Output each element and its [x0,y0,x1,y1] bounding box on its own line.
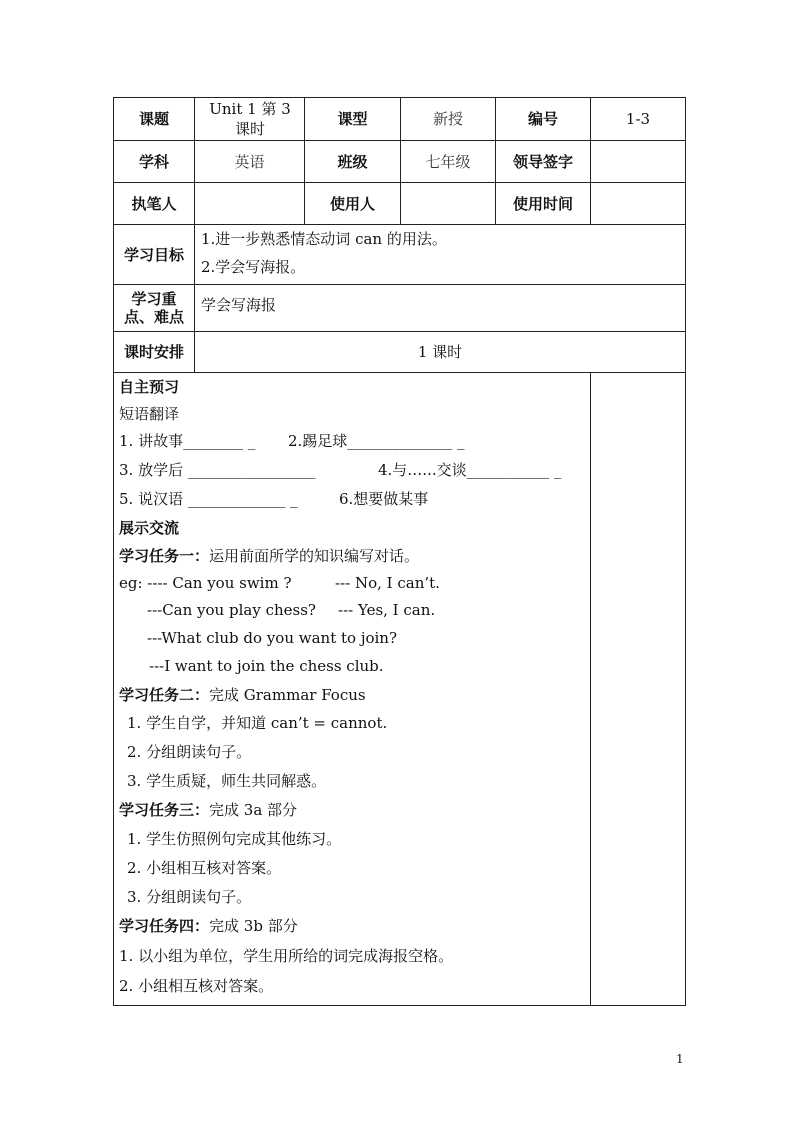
task2-line [119,685,366,705]
phrase-item: 3. 放学后 _________________ [119,461,316,479]
table-border-bottom [113,1005,686,1006]
task2-text: 完成 Grammar Focus [209,686,366,704]
type-value: 新授 [432,110,463,128]
task3-item: 3. 分组朗读句子。 [127,888,252,906]
key-points-label-line2: 点、难点 [123,308,184,326]
dialogue-line: ---Can you play chess? [147,601,316,619]
schedule-label: 课时安排 [123,343,184,361]
writer-label: 执笔人 [131,194,177,213]
phrase-item: 1. 讲故事________ _ [119,432,256,450]
dialogue-line: --- No, I can’t. [335,574,440,592]
type-label: 课型 [337,110,368,128]
task2-item: 3. 学生质疑，师生共同解惑。 [127,772,327,790]
task4-item: 1. 以小组为单位，学生用所给的词完成海报空格。 [119,947,454,965]
task1-line [119,546,419,566]
title-label: 课题 [138,110,169,128]
class-value: 七年级 [425,152,471,171]
subject-label: 学科 [138,152,169,171]
table-border-right [685,97,686,1006]
task3-text: 完成 3a 部分 [209,801,298,819]
leader-signature-field [591,141,685,182]
phrase-item: 2.踢足球______________ _ [288,432,465,450]
phrase-item: 4.与…...交谈___________ _ [378,461,562,479]
key-points-label-line1: 学习重 [131,290,177,308]
task4-item: 2. 小组相互核对答案。 [119,977,274,995]
task3-item: 1. 学生仿照例句完成其他练习。 [127,830,342,848]
row-divider [113,372,686,373]
leader-signature-label: 领导签字 [512,152,573,171]
number-label: 编号 [527,110,558,128]
task1-title: 学习任务一： [119,547,210,565]
dialogue-line: eg: ---- Can you swim ? [119,574,292,592]
task3-line [119,800,297,820]
use-time-label: 使用时间 [512,194,573,213]
preview-heading: 自主预习 [119,378,180,396]
objective-item: 2.学会写海报。 [201,258,306,276]
number-value: 1-3 [625,110,651,128]
notes-column-divider [590,372,591,1006]
objectives-label: 学习目标 [123,245,184,264]
dialogue-line: --- Yes, I can. [338,601,436,619]
show-heading: 展示交流 [119,519,180,537]
task4-title: 学习任务四： [119,917,210,935]
task4-text: 完成 3b 部分 [209,917,298,935]
key-points-label [114,285,194,331]
phrase-item: 6.想要做某事 [339,490,429,508]
user-field [401,183,495,224]
objective-item: 1.进一步熟悉情态动词 can 的用法。 [201,230,447,248]
title-value: Unit 1 第 3 课时 [209,100,291,138]
page-number: 1 [676,1052,684,1066]
phrase-item: 5. 说汉语 _____________ _ [119,490,298,508]
use-time-field [591,183,685,224]
task1-text: 运用前面所学的知识编写对话。 [209,547,420,565]
task4-line [119,916,298,936]
task2-item: 1. 学生自学，并知道 can’t = cannot. [127,714,388,732]
task3-title: 学习任务三： [119,801,210,819]
dialogue-line: ---What club do you want to join? [147,629,398,647]
schedule-value: 1 课时 [417,343,463,361]
task2-item: 2. 分组朗读句子。 [127,743,252,761]
subject-value: 英语 [234,152,265,171]
dialogue-line: ---I want to join the chess club. [149,657,384,675]
writer-field [195,183,304,224]
row-divider [113,284,686,285]
user-label: 使用人 [329,194,375,213]
task2-title: 学习任务二： [119,686,210,704]
task3-item: 2. 小组相互核对答案。 [127,859,282,877]
preview-subheading: 短语翻译 [119,405,180,423]
class-label: 班级 [337,152,368,171]
key-points-value: 学会写海报 [201,296,277,314]
